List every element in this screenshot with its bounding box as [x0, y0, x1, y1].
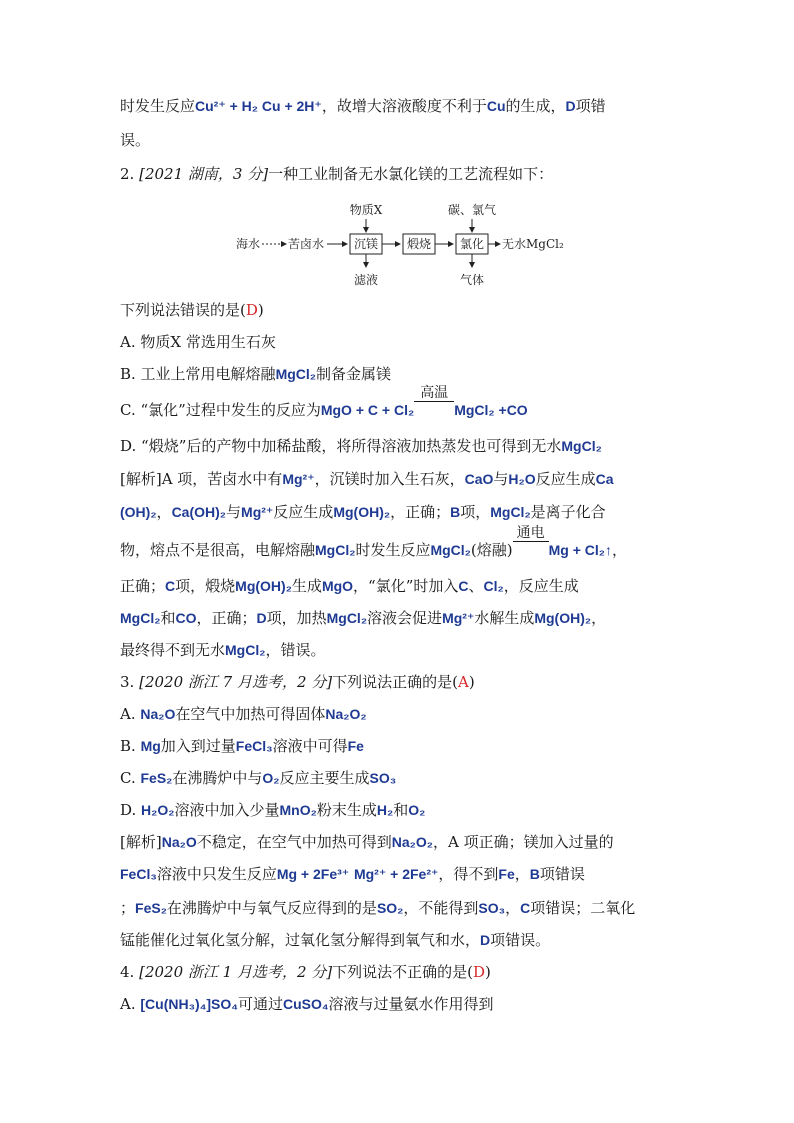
text-segment: 、	[468, 577, 484, 595]
formula: MgO	[321, 578, 354, 594]
text-segment: B. 工业上常用电解熔融	[120, 365, 276, 383]
condition-high-temp: 高温	[414, 385, 454, 402]
condition-electrolysis: 通电	[513, 525, 549, 542]
text-segment: ，	[156, 503, 172, 521]
formula: D	[256, 610, 267, 626]
formula: SO₃	[478, 900, 506, 916]
question-2-header	[120, 164, 553, 184]
text-segment: 粉末生成	[316, 801, 377, 819]
text-segment: ，正确；	[390, 503, 451, 521]
text-segment: [解析]	[120, 833, 162, 851]
formula: Ca	[595, 471, 614, 487]
formula: B	[450, 504, 461, 520]
text-segment: 下列说法不正确的是(	[332, 963, 473, 981]
formula: FeS₂	[140, 770, 173, 786]
text-segment: 锰能催化过氧化氢分解，过氧化氢分解得到氧气和水，	[120, 931, 481, 949]
analysis-line	[120, 640, 325, 660]
option-a	[120, 332, 276, 352]
text-segment: 和	[393, 801, 409, 819]
formula: O₂	[408, 802, 426, 818]
text-segment: C.	[120, 769, 141, 787]
text-segment: 正确；	[120, 577, 166, 595]
text-segment: ，不能得到	[403, 899, 479, 917]
text-segment: ，故增大溶液酸度不利于	[321, 97, 487, 115]
text-segment: 生成	[291, 577, 322, 595]
equation-products: MgCl₂ +CO	[454, 402, 528, 418]
formula: MgCl₂	[430, 542, 471, 558]
formula: H₂O	[508, 471, 536, 487]
flow-label-carbon: 碳、氯气	[447, 203, 497, 217]
flow-label-gas: 气体	[459, 273, 485, 287]
formula: Na₂O₂	[391, 834, 433, 850]
formula: D	[480, 932, 491, 948]
option-b	[120, 364, 391, 384]
text-segment: 4.	[120, 963, 140, 981]
text-segment: ，	[505, 899, 521, 917]
formula: Na₂O₂	[325, 706, 367, 722]
question-source: [2020 浙江 1 月选考，2 分]	[139, 963, 333, 981]
analysis-line	[120, 608, 606, 628]
text-line	[120, 130, 150, 150]
formula: Mg²⁺	[282, 471, 315, 487]
text-segment: 加入到过量	[160, 737, 236, 755]
formula: SO₂	[376, 900, 404, 916]
text-segment: D.	[120, 801, 142, 819]
text-segment: B.	[120, 737, 141, 755]
text-segment: 误。	[120, 131, 151, 149]
text-segment: A.	[120, 705, 141, 723]
text-segment: )	[257, 301, 264, 319]
formula: Mg²⁺	[442, 610, 475, 626]
formula: Fe	[347, 738, 364, 754]
formula: Fe	[498, 866, 515, 882]
option-b	[120, 736, 364, 756]
formula: MgCl₂	[326, 610, 368, 626]
text-segment: 项，	[460, 503, 491, 521]
flow-box-calcine-label: 煅烧	[406, 237, 432, 251]
flow-label-filtrate: 滤液	[353, 273, 379, 287]
analysis-line	[120, 898, 635, 918]
analysis-text: 物，熔点不是很高，电解熔融	[120, 541, 316, 559]
text-segment: ；	[120, 899, 136, 917]
text-segment: 不稳定，在空气中加热可得到	[196, 833, 392, 851]
formula: CO	[175, 610, 197, 626]
analysis-line	[120, 525, 628, 560]
equation-condition	[513, 525, 549, 560]
formula: [Cu(NH₃)₄]SO₄	[140, 996, 238, 1012]
formula: MnO₂	[279, 802, 317, 818]
formula: C	[458, 578, 469, 594]
formula: MgCl₂	[561, 438, 602, 454]
analysis-line	[120, 864, 585, 884]
text-segment: 项错误。	[490, 931, 551, 949]
question-source: [2020 浙江 7 月选考，2 分]	[139, 673, 333, 691]
text-segment: 最终得不到无水	[120, 641, 226, 659]
text-segment: A. 物质X 常选用生石灰	[120, 333, 276, 351]
option-c	[120, 385, 528, 420]
analysis-line	[120, 576, 579, 596]
option-a	[120, 994, 494, 1014]
text-segment: 在空气中加热可得固体	[175, 705, 326, 723]
formula: SO₃	[369, 770, 397, 786]
formula: MgCl₂	[490, 504, 531, 520]
text-segment: 项，煅烧	[175, 577, 236, 595]
text-segment: ，	[514, 865, 530, 883]
answer-letter: D	[473, 963, 486, 981]
text-segment: 在沸腾炉中与	[172, 769, 263, 787]
text-segment: 项错误	[539, 865, 585, 883]
formula: FeS₂	[135, 900, 167, 916]
text-segment: 项错误；二氧化	[530, 899, 636, 917]
flow-label-product: 无水MgCl₂	[502, 237, 564, 251]
formula: FeCl₃	[235, 738, 273, 754]
formula: MgCl₂	[225, 642, 266, 658]
process-flow-diagram	[230, 200, 564, 292]
text-segment: 反应生成	[535, 470, 596, 488]
formula: O₂	[262, 770, 280, 786]
analysis-line	[120, 930, 550, 950]
option-d	[120, 800, 425, 820]
question-4-header	[120, 962, 491, 982]
flow-box-precipitate-label: 沉镁	[353, 237, 379, 251]
answer-letter: D	[245, 301, 258, 319]
formula: CuSO₄	[282, 996, 329, 1012]
text-segment: D. “煅烧”后的产物中加稀盐酸，将所得溶液加热蒸发也可得到无水	[120, 437, 562, 455]
state-label: (熔融)	[470, 541, 513, 559]
text-segment: 可通过	[237, 995, 283, 1013]
equation-reactants: MgO + C + Cl₂	[320, 402, 415, 418]
analysis-text: 时发生反应	[355, 541, 431, 559]
text-segment: [解析]A 项，苦卤水中有	[120, 470, 283, 488]
text-segment: 下列说法正确的是(	[332, 673, 458, 691]
formula: Cu²⁺ + H₂	[195, 98, 262, 114]
text-segment: )	[485, 963, 491, 981]
formula: Cu	[486, 98, 506, 114]
option-a	[120, 704, 367, 724]
question-3-header	[120, 672, 475, 692]
text-segment: 溶液中可得	[272, 737, 348, 755]
text-segment: 溶液中只发生反应	[156, 865, 277, 883]
formula: Mg(OH)₂	[333, 504, 391, 520]
formula: D	[565, 98, 576, 114]
text-segment: 与	[493, 470, 509, 488]
analysis-line	[120, 469, 614, 489]
formula: B	[529, 866, 540, 882]
text-segment: 在沸腾炉中与氧气反应得到的是	[166, 899, 377, 917]
option-c-text: C. “氯化”过程中发生的反应为	[120, 401, 321, 419]
formula: MgCl₂	[120, 610, 161, 626]
text-segment: ，	[591, 609, 607, 627]
answer-letter: A	[458, 673, 469, 691]
flow-label-seawater: 海水	[236, 237, 261, 251]
equation-condition	[414, 385, 454, 420]
formula: FeCl₃	[120, 866, 157, 882]
text-segment: 的生成，	[505, 97, 566, 115]
option-d	[120, 436, 602, 456]
text-segment: 反应主要生成	[279, 769, 370, 787]
formula: MgCl₂	[315, 542, 356, 558]
formula: C	[520, 900, 531, 916]
formula: C	[165, 578, 176, 594]
flow-label-x: 物质X	[349, 203, 383, 217]
text-segment: 时发生反应	[120, 97, 196, 115]
text-segment: ，A 项正确；镁加入过量的	[432, 833, 614, 851]
text-segment: 下列说法错误的是(	[120, 301, 246, 319]
analysis-line	[120, 832, 614, 852]
formula: Mg²⁺	[241, 504, 274, 520]
option-c	[120, 768, 396, 788]
formula: Ca(OH)₂	[171, 504, 227, 520]
text-segment: 水解生成	[474, 609, 535, 627]
text-segment: 3.	[120, 673, 140, 691]
question-2-prompt	[120, 300, 264, 320]
text-segment: 溶液与过量氨水作用得到	[328, 995, 494, 1013]
flow-box-chlorinate-label: 氯化	[459, 237, 485, 251]
text-segment: 是离子化合	[530, 503, 606, 521]
formula: Mg(OH)₂	[534, 610, 592, 626]
text-line	[120, 96, 606, 116]
text-segment: 和	[160, 609, 176, 627]
formula: Cl₂	[483, 578, 504, 594]
question-source: [2021 湖南，3 分]	[139, 165, 269, 183]
text-segment: A.	[120, 995, 141, 1013]
text-segment: 反应生成	[273, 503, 334, 521]
text-segment: 一种工业制备无水氯化镁的工艺流程如下：	[268, 165, 554, 183]
formula: Na₂O	[140, 706, 176, 722]
equation-products: Mg + Cl₂↑	[548, 542, 613, 558]
text-segment: ，得不到	[438, 865, 499, 883]
formula: H₂O₂	[141, 802, 175, 818]
analysis-line	[120, 502, 606, 522]
text-segment: 项，加热	[266, 609, 327, 627]
flow-label-brine: 苦卤水	[288, 237, 325, 251]
text-segment: ，“氯化”时加入	[353, 577, 459, 595]
text-segment: 溶液中加入少量	[174, 801, 280, 819]
formula: (OH)₂	[120, 504, 157, 520]
text-segment: ，沉镁时加入生石灰，	[314, 470, 465, 488]
formula: H₂	[376, 802, 394, 818]
text-segment: 制备金属镁	[316, 365, 392, 383]
text-segment: )	[468, 673, 475, 691]
analysis-text: ，	[612, 541, 628, 559]
text-segment: ，反应生成	[503, 577, 579, 595]
text-segment: 项错	[575, 97, 606, 115]
formula: CaO	[464, 471, 494, 487]
formula: Na₂O	[161, 834, 197, 850]
formula: MgCl₂	[275, 366, 316, 382]
formula: Mg	[140, 738, 161, 754]
text-segment: 与	[226, 503, 242, 521]
formula: Mg(OH)₂	[235, 578, 292, 594]
text-segment: ，错误。	[265, 641, 326, 659]
text-segment: 溶液会促进	[367, 609, 443, 627]
formula: Mg + 2Fe³⁺	[276, 866, 350, 882]
text-segment: ，正确；	[196, 609, 257, 627]
formula: Cu + 2H⁺	[261, 98, 322, 114]
formula: Mg²⁺ + 2Fe²⁺	[353, 866, 439, 882]
text-segment: 2.	[120, 165, 140, 183]
